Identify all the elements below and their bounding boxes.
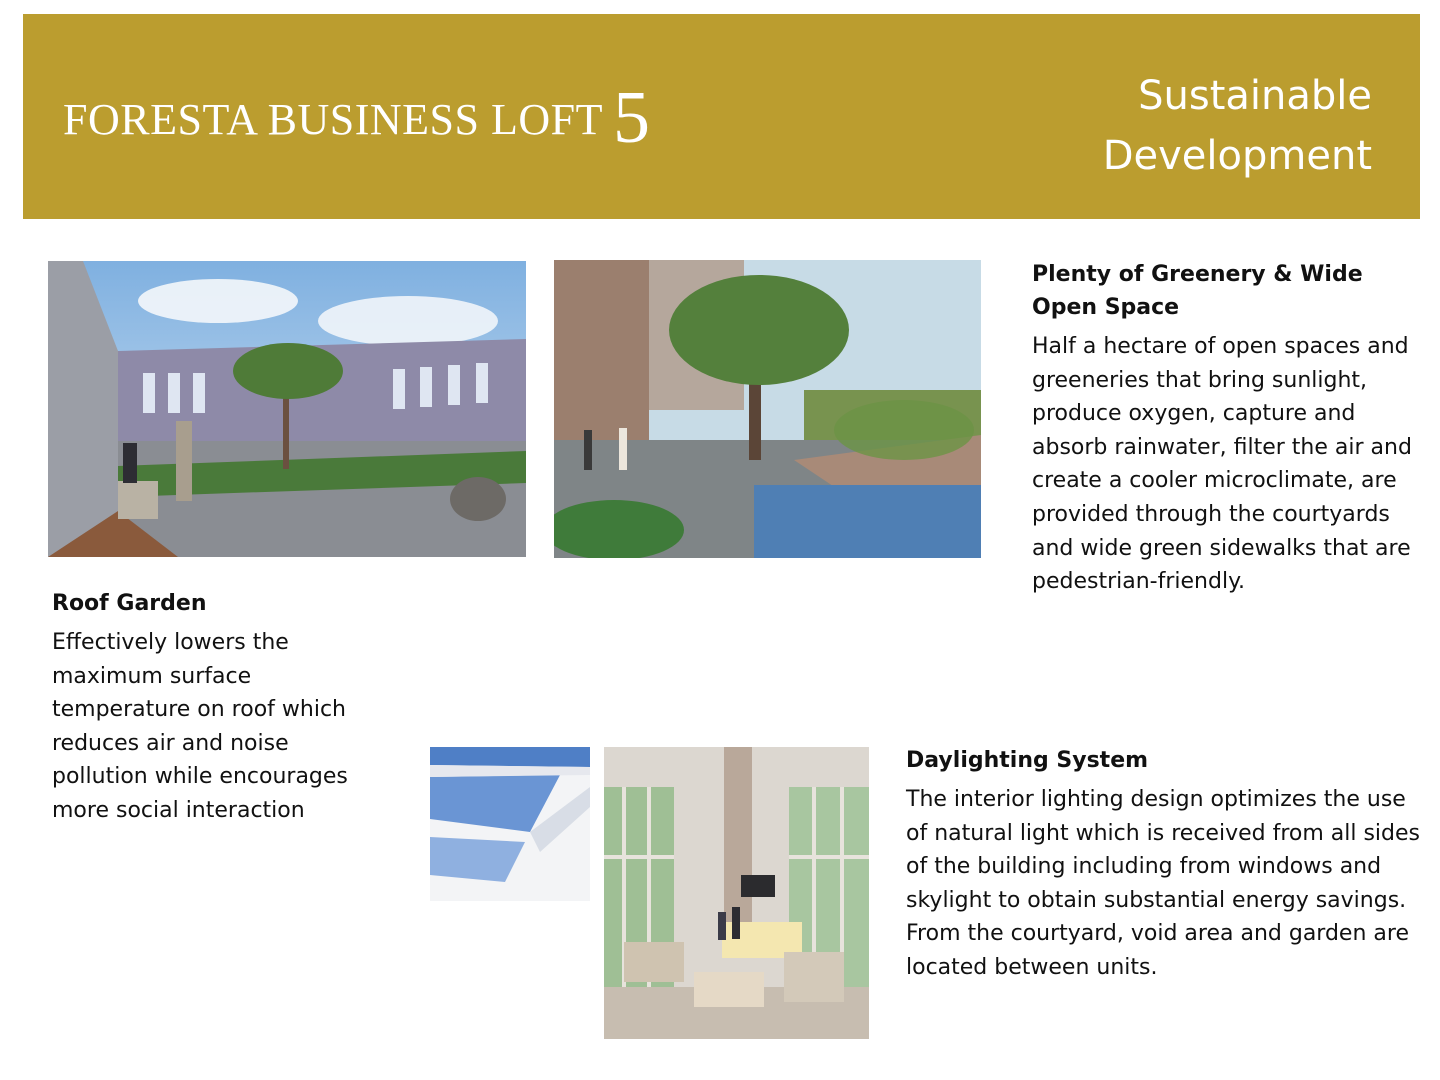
greenery-section [1032,258,1417,599]
lobby-image [604,747,869,1039]
greenery-heading: Plenty of Greenery & Wide Open Space [1032,262,1363,320]
page-title [952,66,1372,186]
roof-garden-image [48,261,526,557]
skylight-image [430,747,590,901]
courtyard-image [554,260,981,558]
page-title-line-2: Development [1102,133,1372,179]
logo-number: 5 [612,77,651,159]
daylighting-section [906,744,1426,985]
roof-garden-heading: Roof Garden [52,591,207,616]
header-banner [23,14,1420,219]
roof-garden-body: Effectively lowers the maximum surface temperature on roof which reduces air and noise pollution while encourages more social interaction [52,630,348,823]
brand-logo [63,76,650,161]
daylighting-heading: Daylighting System [906,748,1149,773]
logo-text: FORESTA BUSINESS LOFT [63,95,603,144]
roof-garden-section [52,587,352,828]
page-title-line-1: Sustainable [1138,73,1372,119]
daylighting-body: The interior lighting design optimizes the use of natural light which is received from all sides of the building including from windows and skylight to obtain substantial energy savings. From the courtyard, void area and garden are located between units. [906,787,1421,980]
greenery-body: Half a hectare of open spaces and greeneries that bring sunlight, produce oxygen, capture and absorb rainwater, filter the air and create a cooler microclimate, are provided through the courtyards and wide green sidewalks that are pedestrian-friendly. [1032,334,1412,595]
